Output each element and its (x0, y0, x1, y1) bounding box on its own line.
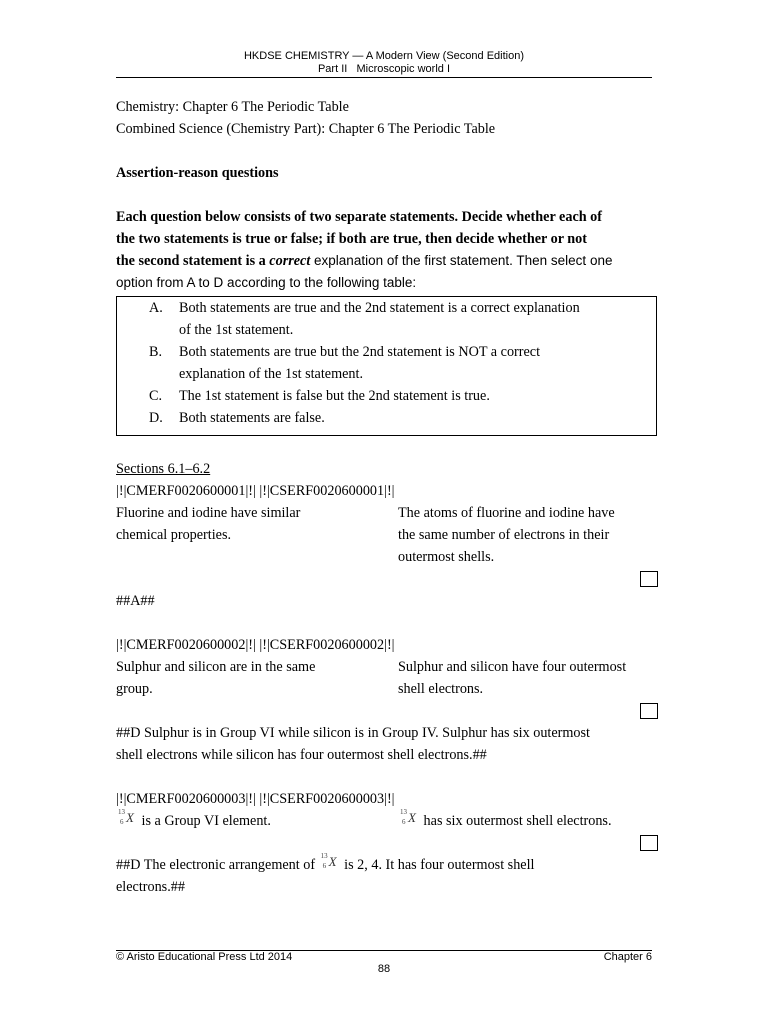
question-3-code: |!|CMERF0020600003|!| |!|CSERF0020600003|!| (116, 791, 395, 807)
chapter-chemistry: Chemistry: Chapter 6 The Periodic Table (116, 99, 349, 115)
options-table (116, 296, 657, 436)
question-2-code: |!|CMERF0020600002|!| |!|CSERF0020600002|!| (116, 637, 395, 653)
question-2-answer-line-1: ##D Sulphur is in Group VI while silicon is in Group IV. Sulphur has six outermost (116, 725, 590, 741)
question-1-answer: ##A## (116, 593, 155, 609)
instruction-l3-part-c: explanation of the first statement. Then select one (310, 253, 613, 268)
question-2-answer-line-2: shell electrons while silicon has four outermost shell electrons.## (116, 747, 487, 763)
question-3-answer-line-1: ##D The electronic arrangement of 13 6 X is 2, 4. It has four outermost shell (116, 852, 535, 873)
page-content (116, 96, 658, 898)
header-subtitle: Part II Microscopic world I (317, 63, 451, 75)
option-b: B. Both statements are true but the 2nd statement is NOT a correct explanation of the 1st statement. (149, 344, 541, 382)
footer-copyright: © Aristo Educational Press Ltd 2014 (116, 951, 293, 963)
question-3-answer-box[interactable] (640, 835, 658, 851)
question-2 (116, 656, 658, 700)
page-number: 88 (377, 963, 391, 975)
nuclide-symbol: 13 6 X (320, 852, 337, 870)
nuclide-symbol: 13 6 X (118, 808, 134, 826)
question-1 (116, 502, 658, 568)
instruction-line-4: option from A to D according to the following table: (116, 275, 417, 290)
page-header (116, 50, 652, 76)
instruction-line-2: the two statements is true or false; if both are true, then decide whether or not (116, 231, 587, 247)
option-d: D. Both statements are false. (149, 410, 325, 426)
section-title: Assertion-reason questions (116, 165, 279, 181)
question-3-statement-2: 13 6 X has six outermost shell electrons. (400, 808, 612, 829)
footer-chapter: Chapter 6 (603, 951, 652, 963)
instruction-line-1: Each question below consists of two separate statements. Decide whether each of (116, 209, 602, 225)
instruction-l3-part-a: the second statement is a (116, 253, 270, 269)
question-2-statement-1: Sulphur and silicon are in the same group. (116, 659, 316, 697)
question-3 (116, 810, 658, 832)
header-title: HKDSE CHEMISTRY — A Modern View (Second Edition) (243, 50, 524, 62)
question-1-answer-box[interactable] (640, 571, 658, 587)
question-1-statement-1: Fluorine and iodine have similar chemical properties. (116, 505, 301, 543)
question-2-statement-2: Sulphur and silicon have four outermost shell electrons. (398, 659, 627, 697)
question-1-code: |!|CMERF0020600001|!| |!|CSERF0020600001|!| (116, 483, 395, 499)
question-2-answer-box[interactable] (640, 703, 658, 719)
option-c: C. The 1st statement is false but the 2nd statement is true. (149, 388, 490, 404)
question-3-answer-line-2: electrons.## (116, 879, 185, 895)
question-1-statement-2: The atoms of fluorine and iodine have the same number of electrons in their outermost shells. (398, 505, 615, 565)
nuclide-symbol: 13 6 X (400, 808, 416, 826)
sections-label: Sections 6.1–6.2 (116, 461, 211, 477)
header-rule (116, 77, 652, 78)
chapter-combined: Combined Science (Chemistry Part): Chapter 6 The Periodic Table (116, 121, 496, 137)
instruction-l3-emphasis: correct (269, 253, 311, 269)
instruction-line-3 (116, 250, 658, 272)
question-3-statement-1: 13 6 X is a Group VI element. (118, 808, 271, 829)
option-a: A. Both statements are true and the 2nd statement is a correct explanation of the 1st statement. (149, 300, 580, 338)
